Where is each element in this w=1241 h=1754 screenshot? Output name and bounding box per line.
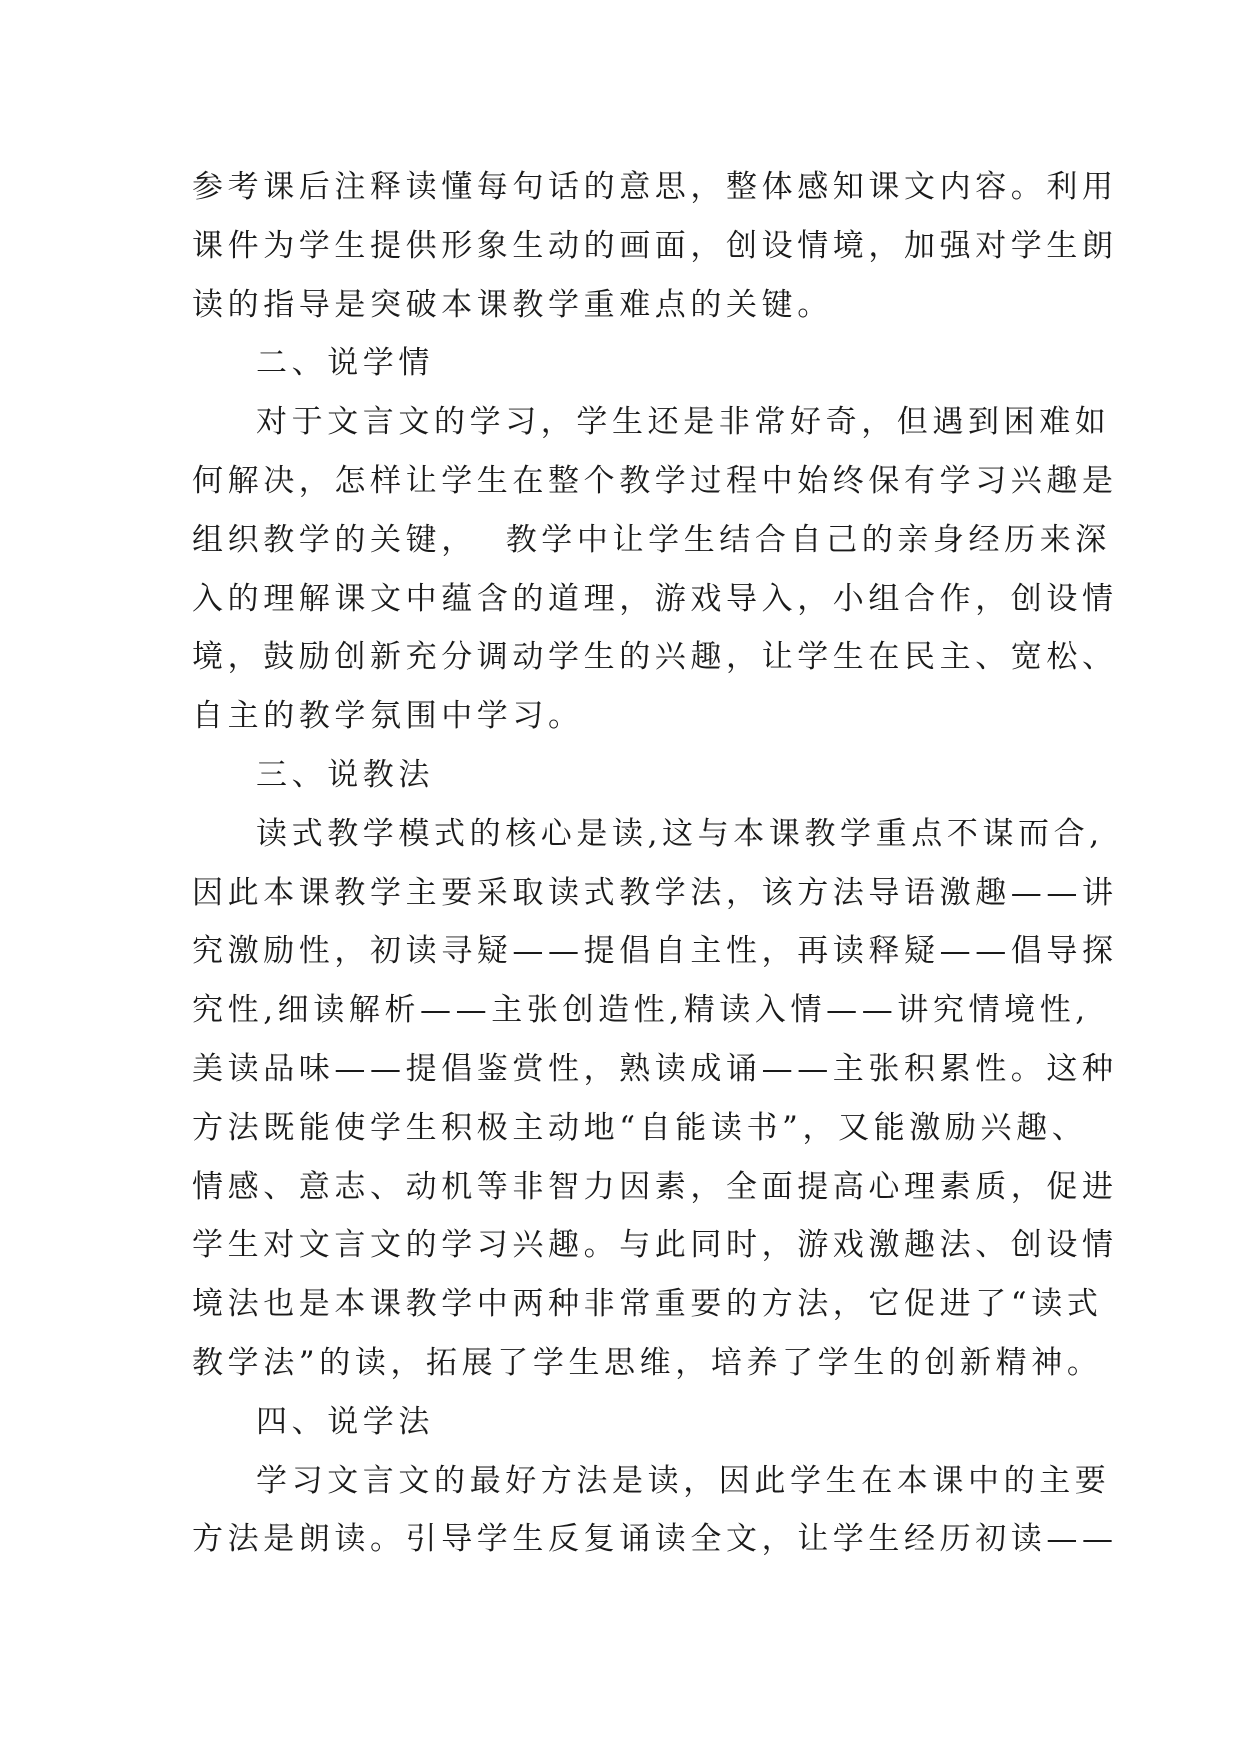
text-line: 读的指导是突破本课教学重难点的关键。 [192,286,833,323]
text-line: 方法既能使学生积极主动地“自能读书”，又能激励兴趣、 [192,1109,1088,1146]
text-line: 究激励性，初读寻疑——提倡自主性，再读释疑——倡导探 [192,933,1118,970]
text-line: 因此本课教学主要采取读式教学法，该方法导语激趣——讲 [192,874,1118,911]
section-heading-learning-method: 四、说学法 [256,1403,434,1440]
text-line: 课件为学生提供形象生动的画面，创设情境，加强对学生朗 [192,227,1118,264]
section-heading-learning-situation: 二、说学情 [256,345,434,382]
text-line: 教学法”的读，拓展了学生思维，培养了学生的创新精神。 [192,1344,1103,1381]
text-line: 参考课后注释读懂每句话的意思，整体感知课文内容。利用 [192,169,1118,205]
text-line: 境，鼓励创新充分调动学生的兴趣，让学生在民主、宽松、 [192,639,1118,676]
text-line: 组织教学的关键， 教学中让学生结合自己的亲身经历来深 [192,521,1111,558]
text-line: 情感、意志、动机等非智力因素，全面提高心理素质，促进 [192,1168,1118,1205]
text-line: 方法是朗读。引导学生反复诵读全文，让学生经历初读—— [192,1521,1118,1558]
text-line: 对于文言文的学习，学生还是非常好奇，但遇到困难如 [256,404,1111,441]
text-line: 美读品味——提倡鉴赏性，熟读成诵——主张积累性。这种 [192,1050,1118,1087]
text-line: 学生对文言文的学习兴趣。与此同时，游戏激趣法、创设情 [192,1227,1118,1264]
text-line: 何解决，怎样让学生在整个教学过程中始终保有学习兴趣是 [192,462,1118,499]
section-heading-teaching-method: 三、说教法 [256,756,434,793]
text-line: 自主的教学氛围中学习。 [192,698,584,735]
text-line: 境法也是本课教学中两种非常重要的方法，它促进了“读式 [192,1286,1103,1323]
text-line: 入的理解课文中蕴含的道理，游戏导入，小组合作，创设情 [192,580,1118,617]
text-line: 读式教学模式的核心是读,这与本课教学重点不谋而合, [256,815,1104,852]
text-line: 学习文言文的最好方法是读，因此学生在本课中的主要 [256,1462,1111,1499]
text-line: 究性,细读解析——主张创造性,精读入情——讲究情境性, [192,992,1090,1029]
body-text [192,158,1118,1569]
